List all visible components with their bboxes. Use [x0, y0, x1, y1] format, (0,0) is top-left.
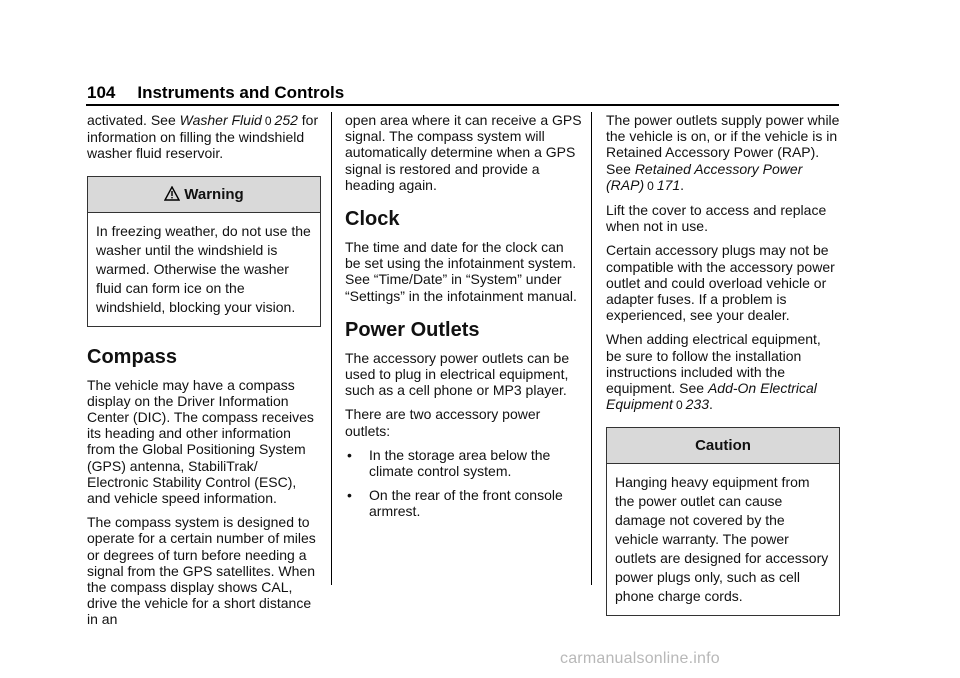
bullet-icon: • [347, 446, 352, 463]
column-divider-2 [591, 112, 592, 585]
cover-paragraph: Lift the cover to access and replace when not in use. [606, 202, 827, 235]
rap-link[interactable]: Retained Accessory Power (RAP) [606, 160, 803, 193]
warning-triangle-icon [164, 179, 180, 214]
column-3 [606, 112, 840, 616]
list-item-text: On the rear of the front console armrest. [369, 487, 563, 520]
caution-box [606, 427, 840, 616]
clock-heading: Clock [345, 208, 400, 231]
section-title: Instruments and Controls [137, 83, 345, 102]
page-ref[interactable]: 233 [685, 396, 709, 413]
xref-icon: 0 [675, 398, 683, 413]
page-header [87, 83, 344, 103]
add-on-equipment-link[interactable]: Add-On Electrical Equipment [606, 380, 817, 413]
column-2 [345, 112, 583, 528]
column-1 [87, 112, 321, 636]
list-item [345, 487, 583, 519]
warning-header [88, 177, 320, 213]
page-ref[interactable]: 171 [656, 176, 681, 193]
list-item [345, 447, 583, 479]
caution-body: Hanging heavy equipment from the power outlet can cause damage not covered by the vehicle warranty. The power outlets are designed for accessory power plugs only, such as cell phone charge cords. [615, 474, 829, 605]
power-supply-paragraph: The power outlets supply power while the vehicle is on, or if the vehicle is in Retained Accessory Power (RAP). See Retained Accessory Power (RAP) 0 171. [606, 112, 840, 193]
page-number: 104 [87, 83, 116, 102]
washer-fluid-link[interactable]: Washer Fluid [179, 112, 262, 128]
compass-paragraph-2: The compass system is designed to operate for a certain number of miles or degrees of turn before needing a signal from the GPS satellites. When the compass display shows CAL, drive the vehicle for a short distance in an [87, 514, 316, 628]
list-item-text: In the storage area below the climate control system. [369, 446, 551, 480]
xref-icon: 0 [264, 114, 272, 128]
compass-continued-paragraph: open area where it can receive a GPS signal. The compass system will automatically determine when a GPS signal is restored and provide a heading again. [345, 112, 582, 193]
warning-box [87, 176, 321, 327]
warning-title: Warning [184, 185, 244, 203]
clock-paragraph: The time and date for the clock can be set using the infotainment system. See “Time/Date” in “System” under “Settings” in the infotainment manual. [345, 239, 577, 304]
power-outlets-heading: Power Outlets [345, 318, 480, 341]
bullet-icon: • [347, 487, 352, 504]
compass-heading: Compass [87, 345, 178, 368]
compass-paragraph-1: The vehicle may have a compass display on the Driver Information Center (DIC). The compass receives its heading and other information from the Global Positioning System (GPS) antenna, StabiliTrak/ Electronic Stability Control (ESC), and vehicle speed information. [87, 376, 314, 507]
watermark: carmanualsonline.info [560, 650, 720, 667]
caution-header: Caution [607, 428, 839, 464]
warning-body: In freezing weather, do not use the washer until the windshield is warmed. Otherwise the washer fluid can form ice on the windshield, blocking your vision. [96, 222, 311, 315]
power-outlets-paragraph-2: There are two accessory power outlets: [345, 406, 541, 439]
installation-paragraph: When adding electrical equipment, be sure to follow the installation instructions included with the equipment. See Add-On Electrical Equipment 0 233. [606, 331, 821, 413]
washer-paragraph: activated. See Washer Fluid 0 252 for information on filling the windshield washer fluid reservoir. [87, 112, 319, 162]
header-rule [86, 104, 839, 106]
page-ref[interactable]: 252 [274, 112, 298, 128]
power-outlets-paragraph-1: The accessory power outlets can be used to plug in electrical equipment, such as a cell phone or MP3 player. [345, 349, 570, 399]
column-divider-1 [331, 112, 332, 585]
compatibility-paragraph: Certain accessory plugs may not be compatible with the accessory power outlet and could overload vehicle or adapter fuses. If a problem is experienced, see your dealer. [606, 242, 835, 324]
xref-icon: 0 [647, 178, 654, 193]
